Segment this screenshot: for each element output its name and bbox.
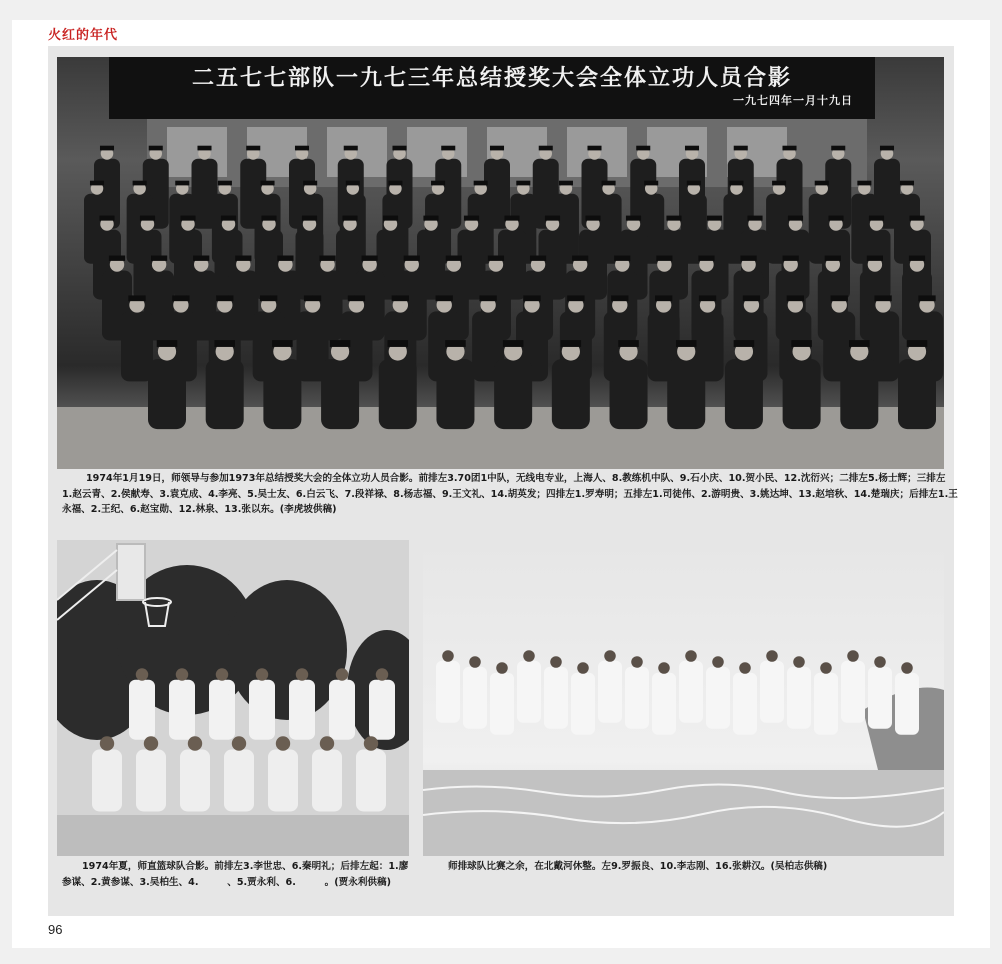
top-photo-caption xyxy=(62,471,958,518)
caption-line: 参谋、2.黄参谋、3.吴柏生、4. 、5.贾永利、6. 。(贾永利供稿) xyxy=(62,876,391,888)
caption-line: 师排球队比赛之余，在北戴河休整。左9.罗振良、10.李志刚、16.张耕汉。(吴柏志供稿) xyxy=(448,861,828,872)
caption-line: 1974年夏，师直篮球队合影。前排左3.李世忠、6.秦明礼；后排左起：1.廖 xyxy=(82,861,409,872)
volleyball-caption xyxy=(448,859,938,875)
basketball-team-photo xyxy=(57,540,409,856)
caption-line: 1.赵云青、2.侯献寿、3.袁克成、4.李亮、5.吴士友、6.白云飞、7.段祥禄、8.杨志福、9.王文礼、14.胡英发；四排左1.罗寿明；五排左1.司徒伟、2.游明贵、3.姚达坤、13.赵培秋、14.楚瑞庆；后排左1.王 xyxy=(62,488,958,500)
caption-line: 永福、2.王纪、6.赵宝勋、12.林泉、13.张以东。(李虎坡供稿) xyxy=(62,504,337,515)
banner-date: 一九七四年一月十九日 xyxy=(733,94,853,107)
basketball-caption xyxy=(62,859,407,890)
group-photo-image xyxy=(57,57,944,469)
running-head: 火红的年代 xyxy=(48,28,119,43)
volleyball-team-photo xyxy=(423,540,944,856)
group-photo-award-ceremony xyxy=(57,57,944,469)
banner-title: 二五七七部队一九七三年总结授奖大会全体立功人员合影 xyxy=(191,66,793,91)
page-number: 96 xyxy=(48,922,63,937)
caption-line: 1974年1月19日，师领导与参加1973年总结授奖大会的全体立功人员合影。前排左3.70团1中队，无线电专业，上海人、8.教练机中队、9.石小庆、10.贺小民、12.沈衍兴；二排左5.杨士辉；三排左 xyxy=(86,473,946,484)
